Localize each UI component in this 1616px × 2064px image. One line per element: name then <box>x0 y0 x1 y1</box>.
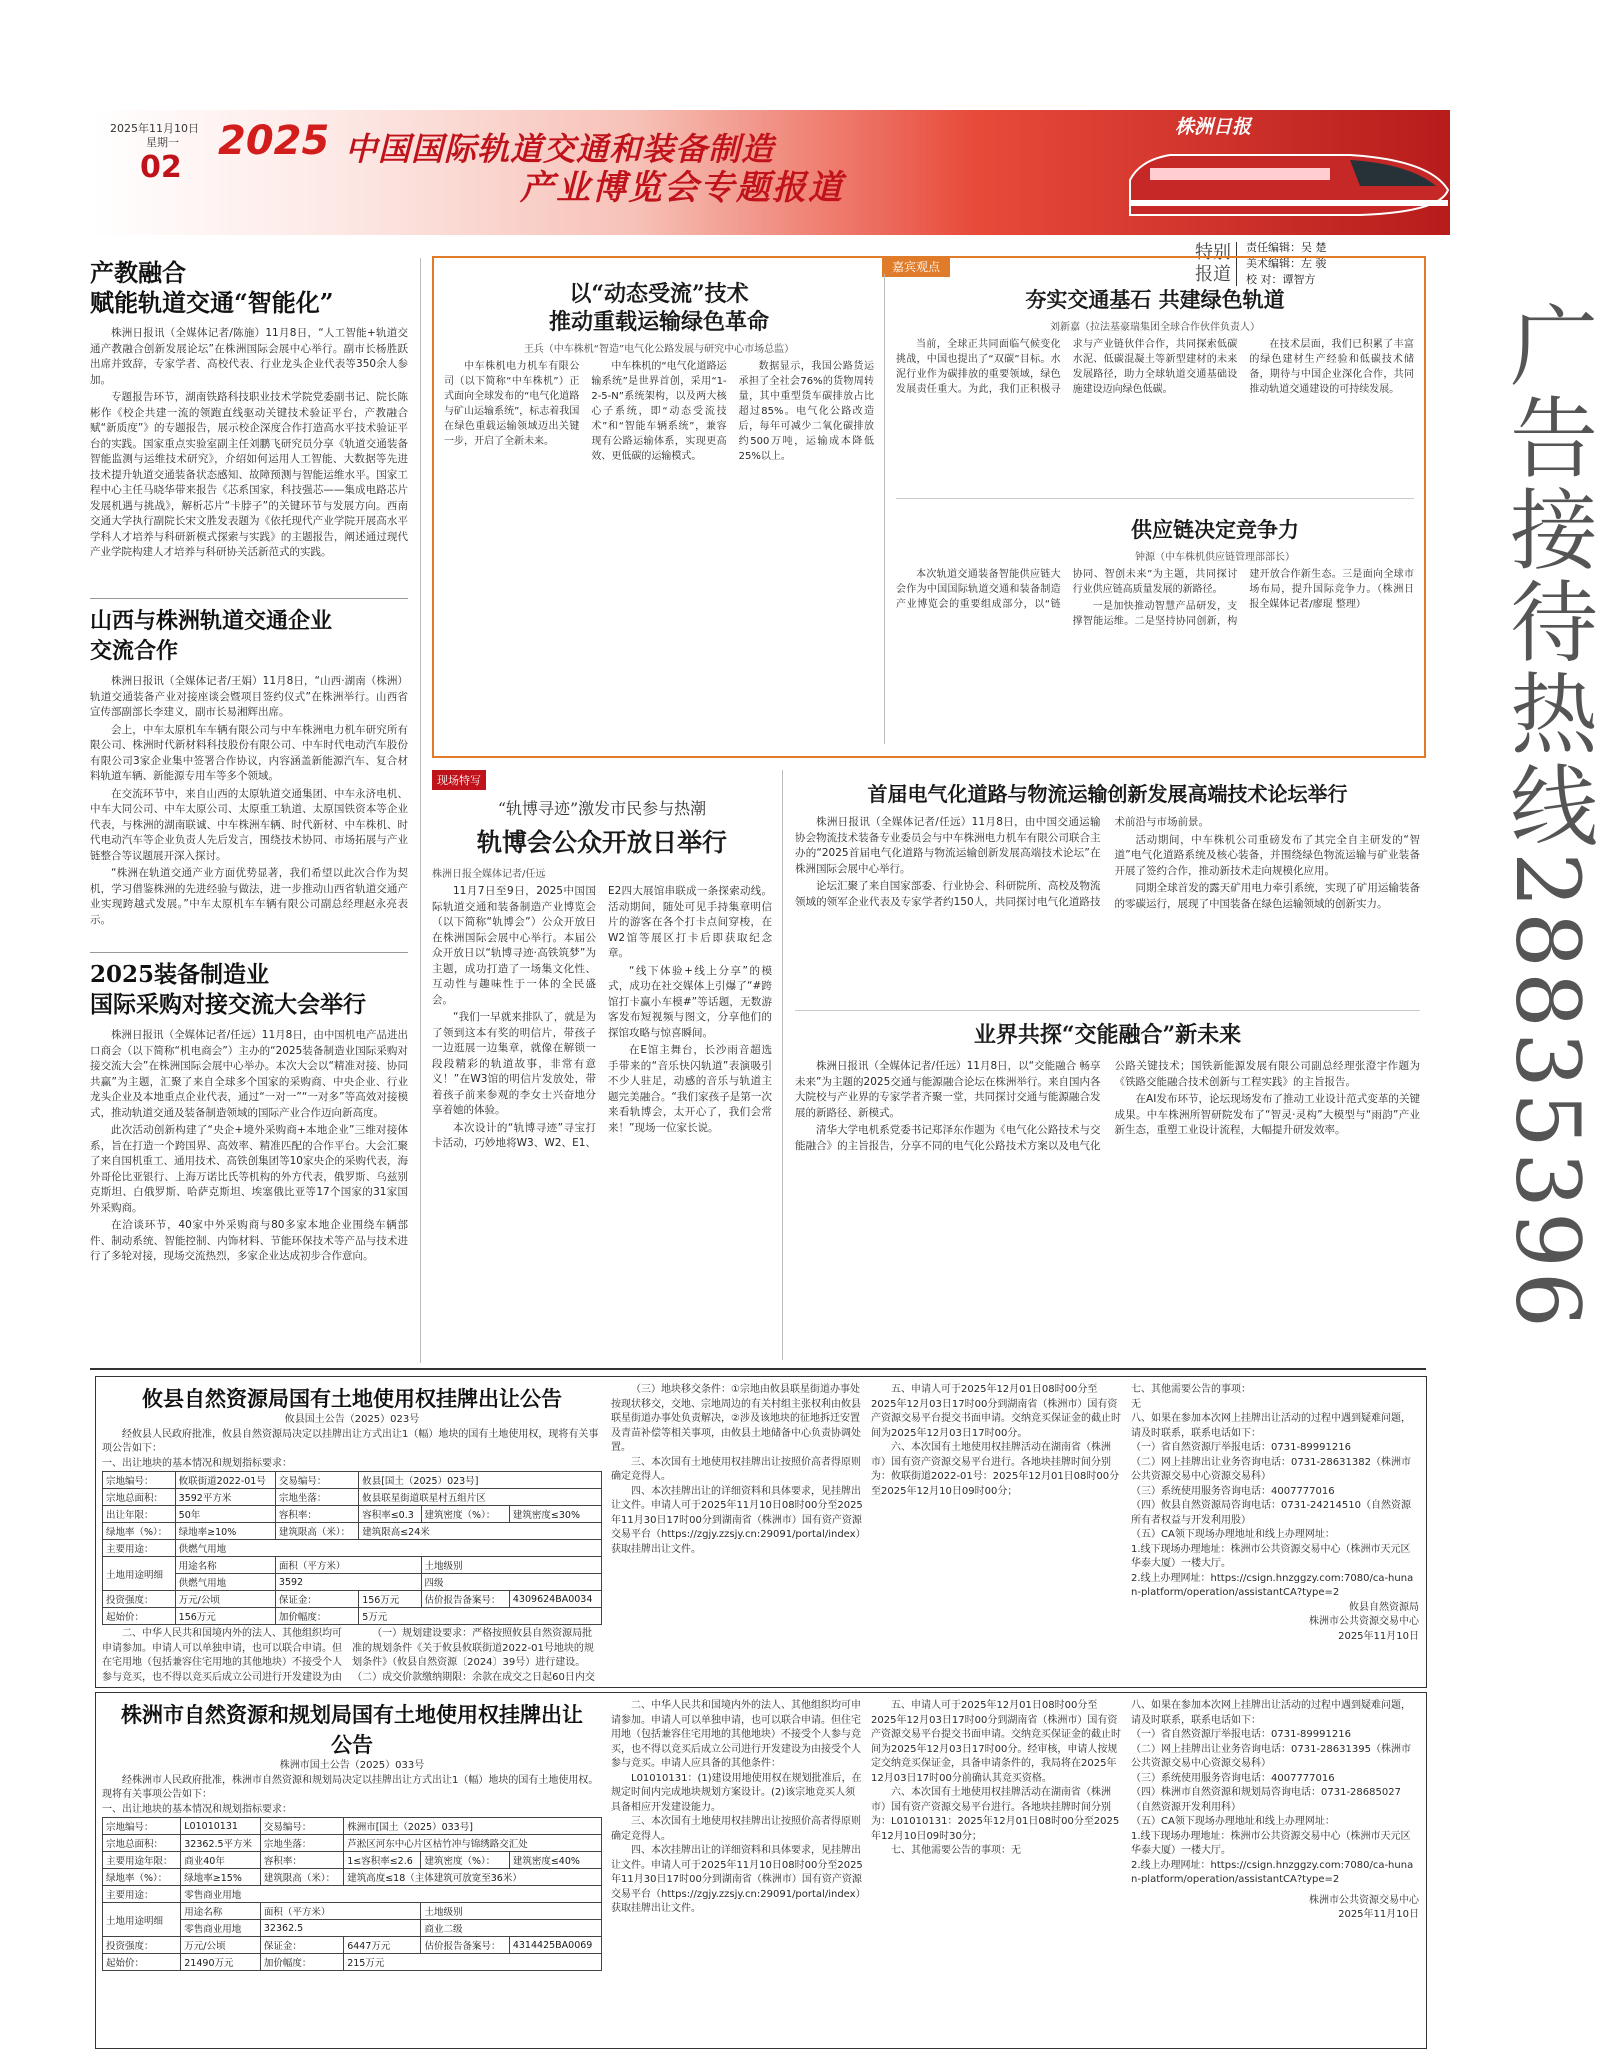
table-cell: 宗地总面积： <box>103 1835 181 1852</box>
opinion-title: 供应链决定竞争力 <box>1131 517 1299 542</box>
table-cell: 建筑密度≤40% <box>509 1852 601 1869</box>
table-cell: 万元/公顷 <box>181 1937 261 1954</box>
table-cell: 起始价： <box>103 1954 181 1971</box>
date-block <box>110 122 199 150</box>
guest-opinions-box <box>432 256 1426 758</box>
table-cell: 万元/公顷 <box>175 1591 275 1608</box>
notice-doc-number: 攸县国土公告（2025）023号 <box>284 1414 420 1425</box>
table-cell: 4314425BA0069 <box>509 1937 601 1954</box>
paragraph: 株洲日报讯（全媒体记者/陈施）11月8日，“人工智能+轨道交通产教融合创新发展论坛”在株洲国际会展中心举行。副市长杨胜跃出席并致辞，专家学者、高校代表、行业龙头企业代表等350余人参加。 <box>90 327 408 386</box>
table-cell: 容积率： <box>275 1506 358 1523</box>
paragraph: 清华大学电机系党委书记郑泽东作题为《电气化公路技术与交能融合》的主旨报告，分享不同的电气化公路技术方案以及电气化公路关键技术；国铁新能源发展有限公司副总经理张澄宇作题为《铁路交能融合技术创新与工程实践》的主旨报告。 <box>795 1060 1420 1152</box>
contact-line: 八、如果在参加本次网上挂牌出让活动的过程中遇到疑难问题，请及时联系，联系电话如下： <box>1131 1700 1411 1726</box>
notice-para: 二、中华人民共和国境内外的法人、其他组织均可申请参加。申请人可以单独申请，也可以联合申请。但在宅用地（包括兼容住宅用地的其他地块）不接受个人参与竞买，也不得以竞买后成立公司进行开发建设为由 <box>102 1628 342 1683</box>
paragraph: 中车株机电力机车有限公司（以下简称“中车株机”）正式面向全球发布的“电气化道路与矿山运输系统”，标志着我国在绿色重载运输领域迈出关键一步，开启了全新未来。 <box>444 361 580 447</box>
contact-line: （五）CA领下现场办理地址和线上办理网址： <box>1131 1816 1335 1827</box>
notice-para: L01010131：(1)建设用地使用权在规划批准后，在规定时间内完成地块规划方案设计。(2)该宗地竞买人须具备相应开发建设能力。 <box>611 1772 862 1813</box>
article-electrified-road-forum <box>795 778 1420 1011</box>
notice-zhuzhou <box>95 1692 1427 2049</box>
notice-signature: 攸县自然资源局 <box>1349 1601 1419 1613</box>
table-cell: 4309624BA0034 <box>509 1591 601 1608</box>
table-cell: 用途名称 <box>175 1557 275 1574</box>
table-cell: 起始价： <box>103 1608 176 1625</box>
table-cell: 商业二级 <box>421 1920 602 1937</box>
table-cell: 零售商业用地 <box>181 1886 602 1903</box>
table-cell: 面积（平方米） <box>275 1557 421 1574</box>
article-procurement-conference <box>90 960 408 1267</box>
table-cell: 供燃气用地 <box>175 1540 601 1557</box>
paragraph: 在技术层面，我们已积累了丰富的绿色建材生产经验和低碳技术储备，期待与中国企业深化合作，共同推动轨道交通建设的可持续发展。 <box>1249 339 1414 395</box>
notice-section-heading: 一、出让地块的基本情况和规划指标要求： <box>102 1803 292 1815</box>
divider <box>896 498 1414 499</box>
notice-middle-col <box>611 1383 863 1679</box>
table-cell: 四级 <box>421 1574 601 1591</box>
notice-para: 六、本次国有土地使用权挂牌活动在湖南省（株洲市）国有资产资源交易平台进行。各地块挂牌时间分别为：攸联街道2022-01号：2025年12月01日08时00分至2025年12月10日09时00分； <box>871 1442 1120 1497</box>
contact-line: 1.线下现场办理地址：株洲市公共资源交易中心（株洲市天元区华泰大厦）一楼大厅。 <box>1131 1830 1411 1856</box>
banner-subtitle: 产业博览会专题报道 <box>520 168 844 208</box>
opinion-dynamic-current <box>444 280 874 739</box>
opinion-supply-chain <box>896 514 1414 737</box>
opinion-body <box>896 567 1414 737</box>
table-cell: 土地用途明细 <box>103 1903 181 1937</box>
paragraph: 同期全球首发的露天矿用电力牵引系统，实现了矿用运输装备的零碳运行，展现了中国装备在绿色运输领域的创新实力。 <box>1114 882 1420 910</box>
paragraph: 专题报告环节，湖南铁路科技职业技术学院党委副书记、院长陈彬作《校企共建一流的领跑直线驱动关键技术验证平台，产教融合赋“新质度”》的专题报告，展示校企深度合作打造高水平技术验证平台的实践。国家重点实验室副主任刘鹏飞研究员分享《轨道交通装备智能监测与运维技术研究》，介绍如何运用人工智能、大数据等先进技术提升轨道交通装备状态感知、故障预测与智能运维水平。国家工程中心主任马晓华带来报告《芯系国家，科技强芯——集成电路芯片发展机遇与挑战》，解析芯片“卡脖子”的关键环节与发展方向。西南交通大学执行副院长宋文胜发表题为《依托现代产业学院开展高水平学科人才培养与科研新模式探索与实践》的主题报告，阐述通过现代产业学院构建人才培养与科研协关活新范式的实践。 <box>90 391 408 558</box>
paragraph: 株洲日报讯（全媒体记者/任远）11月8日，由中国交通运输协会物流技术装备专业委员会与中车株洲电力机车有限公司联合主办的“2025首届电气化道路与物流运输创新发展高端技术论坛”在株洲国际会展中心举行。 <box>795 816 1101 875</box>
paragraph: “株洲在轨道交通产业方面优势显著，我们希望以此次合作为契机，学习借鉴株洲的先进经验与做法，进一步推动山西省轨道交通产业实现跨越式发展。”中车太原机车车辆有限公司副总经理赵永亮表示。 <box>90 867 408 926</box>
notice-para: （三）地块移交条件：①宗地由攸县联星街道办事处按现状移交，交地、宗地周边的有关村组主张权利由攸县联星街道办事处负责解决，②涉及该地块的征地拆迁安置及青苗补偿等相关事项，由攸县土地储备中心负责协调处置。 <box>611 1384 861 1453</box>
table-cell: 容积率≤0.3 <box>359 1506 421 1523</box>
column-rule <box>884 274 885 744</box>
paragraph: 此次活动创新构建了“央企+境外采购商+本地企业”三维对接体系，旨在打造一个跨国界、高效率、精准匹配的合作平台。大会汇聚了来自国机重工、通用技术、高铁创集团等10家央企的采购代表，海外哥伦比亚银行、上海万诺比氏等机构的外方代表，俄罗斯、乌兹别克斯坦、白俄罗斯、哈萨克斯坦、埃塞俄比亚等17个国家的31家国外采购商。 <box>90 1124 408 1214</box>
opinion-title: 夯实交通基石 共建绿色轨道 <box>1025 287 1285 312</box>
table-cell: 容积率： <box>260 1852 343 1869</box>
paragraph: 一是加快推动智慧产品研发，支撑智能运维。二是坚持协同创新，构建开放合作新生态。三是面向全球市场布局，提升国际竞争力。（株洲日报全媒体记者/廖琨 整理） <box>1072 569 1414 627</box>
notice-para: 三、本次国有土地使用权挂牌出让按照价高者得原则确定竞得人。 <box>611 1816 861 1842</box>
feature-label-text: 现场特写 <box>432 770 486 790</box>
contact-line: （一）省自然资源厅举报电话：0731-89991216 <box>1131 1729 1351 1740</box>
table-cell: 土地级别 <box>421 1903 602 1920</box>
opinion-title-line2: 推动重载运输绿色革命 <box>548 309 769 335</box>
table-cell: 宗地总面积： <box>103 1489 176 1506</box>
table-row <box>103 1937 602 1954</box>
paragraph: 株洲日报讯（全媒体记者/任远）11月8日，以“交能融合 畅享未来”为主题的2025交通与能源融合论坛在株洲举行。来自国内各大院校与产业界的专家学者齐聚一堂，共同探讨交通与能源融合发展的新路径、新模式。 <box>795 1060 1101 1119</box>
notice-doc-number: 株洲市国土公告（2025）033号 <box>279 1760 425 1771</box>
article-title-line1: 产教融合 <box>90 258 186 287</box>
divider <box>90 598 408 599</box>
contact-line: 2.线上办理网址：https://csign.hnzggzy.com:7080/ca-hunan-platform/operation/assistantCA?type=2 <box>1131 1859 1414 1885</box>
table-cell: 建筑密度≤30% <box>509 1506 601 1523</box>
table-cell: 面积（平方米） <box>260 1903 421 1920</box>
opinion-byline: 钟源（中车株机供应链管理部部长） <box>1135 552 1295 563</box>
feature-title: 轨博会公众开放日举行 <box>476 828 727 857</box>
table-cell: 宗地编号： <box>103 1472 176 1489</box>
table-row <box>103 1472 602 1489</box>
notice-para: 五、申请人可于2025年12月01日08时00分至2025年12月03日17时00分到湖南省（株洲市）国有资产资源交易平台提交书面申请。交纳竞买保证金的截止时间为2025年12月03日17时00分。 <box>871 1384 1121 1439</box>
table-cell: 土地用途明细 <box>103 1557 176 1591</box>
banner-title: 中国国际轨道交通和装备制造 <box>345 130 775 168</box>
paragraph: 在洽谈环节，40家中外采购商与80多家本地企业围绕车辆部件、制动系统、智能控制、内饰材料、节能环保技术等产品与技术进行了多轮对接，现场交流热烈，多家企业达成初步合作意向。 <box>90 1219 408 1262</box>
table-row <box>103 1903 602 1920</box>
table-cell: 5万元 <box>359 1608 602 1625</box>
notice-para: （一）规划建设要求：严格按照攸县自然资源局批准的规划条件《关于攸县攸联街道2022-01号地块的规划条件》（攸县自然资源〔2024〕39号）进行建设。（二）成交价款缴纳期限：余款在成交之日起60日内交 <box>352 1628 595 1683</box>
contact-line: 八、如果在参加本次网上挂牌出让活动的过程中遇到疑难问题，请及时联系，联系电话如下： <box>1131 1413 1411 1439</box>
article-title: 首届电气化道路与物流运输创新发展高端技术论坛举行 <box>867 782 1348 806</box>
table-cell: 攸联街道2022-01号 <box>175 1472 275 1489</box>
contact-line: （五）CA领下现场办理地址和线上办理网址： <box>1131 1529 1335 1540</box>
column-rule <box>420 258 421 1363</box>
table-cell: 加价幅度： <box>260 1954 343 1971</box>
issue-weekday: 星期一 <box>146 136 179 149</box>
column-label-1: 特别 <box>1195 242 1231 263</box>
column-label-2: 报道 <box>1195 264 1231 285</box>
guest-opinions-label: 嘉宾观点 <box>882 256 950 277</box>
article-body <box>90 326 408 561</box>
table-cell: 宗地编号： <box>103 1818 181 1835</box>
notice-right-col <box>871 1699 1121 2039</box>
feature-byline: 株洲日报全媒体记者/任远 <box>432 869 546 880</box>
editor-line: 校 对：谭智方 <box>1246 273 1316 286</box>
table-cell: 绿地率（%）： <box>103 1869 181 1886</box>
paragraph: 本次设计的“轨博寻迹”寻宝打卡活动，巧妙地将W3、W2、E1、E2四大展馆串联成一条探索动线。活动期间，随处可见手持集章明信片的游客在各个打卡点间穿梭，在W2馆等展区打卡后即获取纪念章。 <box>432 885 772 1149</box>
paragraph: 在AI发布环节，论坛现场发布了推动工业设计范式变革的关键成果。中车株洲所智研院发布了“智灵·灵构”大模型与“雨韵”产业新生态，重塑工业设计流程，大幅提升研发效率。 <box>1114 1093 1420 1136</box>
table-row <box>103 1835 602 1852</box>
paragraph: 会上，中车太原机车车辆有限公司与中车株洲电力机车研究所有限公司、株洲时代新材料科技股份有限公司、中车时代电动汽车股份有限公司3家企业集中签署合作协议，内容涵盖新能源汽车、复合材料轨道车辆、新能源专用车等多个领域。 <box>90 723 408 782</box>
article-title-line1: 山西与株洲轨道交通企业 <box>90 608 333 634</box>
table-row <box>103 1591 602 1608</box>
article-body <box>90 1028 408 1265</box>
contact-line: 七、其他需要公告的事项： <box>1131 1384 1251 1395</box>
article-title: 业界共探“交能融合”新未来 <box>973 1022 1242 1048</box>
notice-left-col <box>102 1383 602 1685</box>
contact-line: 无 <box>1131 1398 1141 1410</box>
feature-subtitle: “轨博寻迹”激发市民参与热潮 <box>497 799 707 818</box>
table-cell: 估价报告备案号： <box>421 1937 509 1954</box>
table-row <box>103 1818 602 1835</box>
notice-para: 七、其他需要公告的事项：无 <box>891 1845 1021 1856</box>
divider <box>795 1010 1420 1011</box>
table-cell: 6447万元 <box>344 1937 421 1954</box>
notice-intro: 经攸县人民政府批准，攸县自然资源局决定以挂牌出让方式出让1（幅）地块的国有土地使用权，现将有关事项公告如下： <box>102 1428 599 1454</box>
article-body <box>795 1059 1420 1359</box>
table-cell: 主要用途： <box>103 1886 181 1903</box>
feature-open-day <box>432 770 772 1359</box>
table-cell: 32362.5 <box>260 1920 421 1937</box>
opinion-byline: 王兵（中车株机“智造”电气化公路发展与研究中心市场总监） <box>523 344 795 355</box>
opinion-byline: 刘新嘉（拉法基豪瑞集团全球合作伙伴负责人） <box>1050 322 1260 333</box>
table-row <box>103 1523 602 1540</box>
table-cell: 土地级别 <box>421 1557 601 1574</box>
article-shanxi-zhuzhou <box>90 606 408 930</box>
table-cell: 商业40年 <box>181 1852 261 1869</box>
table-cell: 交易编号： <box>275 1472 358 1489</box>
paragraph: 中车株机的“电气化道路运输系统”是世界首创，采用“1-2-5-N”系统架构，以及两大核心子系统，即“动态受流技术”和“智能车辆系统”，兼容现有公路运输体系，实现更高效、更低碳的运输模式。 <box>591 361 727 462</box>
notice-left-col <box>102 1699 602 1971</box>
notice-middle-col <box>611 1699 863 2039</box>
contact-line: （二）网上挂牌出让业务咨询电话：0731-28631395（株洲市公共资源交易中心资源交易科） <box>1131 1743 1411 1769</box>
notice-para: 五、申请人可于2025年12月01日08时00分至2025年12月03日17时00分到湖南省（株洲市）国有资产资源交易平台提交书面申请。交纳竞买保证金的截止时间为2025年12月03日17时00分。经审核，申请人按规定交纳竞买保证金，具备申请条件的，我局将在2025年12月03日17时00分前确认其竞买资格。 <box>871 1700 1121 1784</box>
notice-youxian <box>95 1376 1427 1688</box>
contact-line: （四）攸县自然资源局咨询电话：0731-24214510（自然资源所有者权益与开发利用股） <box>1131 1500 1411 1526</box>
contact-line: 2.线上办理网址：https://csign.hnzggzy.com:7080/ca-hunan-platform/operation/assistantCA?type=2 <box>1131 1572 1414 1598</box>
article-title-line1: 2025装备制造业 <box>90 961 270 988</box>
bullet-train-illustration <box>1110 120 1450 230</box>
table-cell: 芦淞区河东中心片区枯竹冲与锦绣路交汇处 <box>344 1835 602 1852</box>
paragraph: 当前，全球正共同面临气候变化挑战，中国也提出了“双碳”目标。水泥行业作为碳排放的重要领域，绿色发展责任重大。为此，我们正积极寻求与产业链伙伴合作，共同探索低碳水泥、低碳混凝土等新型建材的未来发展路径，助力全球轨道交通基础设施建设迈向绿色低碳。 <box>896 339 1238 395</box>
notice-title-line1: 株洲市自然资源和规划局国有土地使用权挂牌出让 <box>121 1702 583 1727</box>
notice-para: 四、本次挂牌出让的详细资料和具体要求，见挂牌出让文件。申请人可于2025年11月10日08时00分至2025年11月30日17时00分到湖南省（株洲市）国有资产资源交易平台（https://zgjy.zzsjy.cn:29091/portal/index）获取挂牌出让文件。 <box>611 1485 863 1555</box>
paper-logo: 株洲日报 <box>1175 116 1252 138</box>
notice-para: 四、本次挂牌出让的详细资料和具体要求，见挂牌出让文件。申请人可于2025年11月10日08时00分至2025年11月30日17时00分到湖南省（株洲市）国有资产资源交易平台（https://zgjy.zzsjy.cn:29091/portal/index）获取挂牌出让文件。 <box>611 1845 863 1914</box>
article-body <box>90 674 408 928</box>
table-cell: 供燃气用地 <box>175 1574 275 1591</box>
table-cell: 建筑限高（米）： <box>275 1523 358 1540</box>
notice-contact-col <box>1131 1383 1419 1644</box>
notice-section-heading: 一、出让地块的基本情况和规划指标要求： <box>102 1457 292 1469</box>
notice-date: 2025年11月10日 <box>1338 1630 1419 1642</box>
table-cell: L01010131 <box>181 1818 261 1835</box>
table-cell: 加价幅度： <box>275 1608 358 1625</box>
table-cell: 估价报告备案号： <box>421 1591 509 1608</box>
table-cell: 绿地率≥10% <box>175 1523 275 1540</box>
editor-line: 美术编辑：左 骏 <box>1246 257 1327 270</box>
section-rule <box>90 1368 1426 1370</box>
table-cell: 21490万元 <box>181 1954 261 1971</box>
table-cell: 宗地坐落： <box>275 1489 358 1506</box>
table-cell: 零售商业用地 <box>181 1920 261 1937</box>
table-cell: 32362.5平方米 <box>181 1835 261 1852</box>
opinion-title-line1: 以“动态受流”技术 <box>569 281 749 307</box>
notice-title: 攸县自然资源局国有土地使用权挂牌出让公告 <box>142 1386 562 1411</box>
paragraph: 11月7日至9日，2025中国国际轨道交通和装备制造产业博览会（以下简称“轨博会”）公众开放日在株洲国际会展中心举行。本届公众开放日以“轨博寻迹·高铁筑梦”为主题，成功打造了一场集文化性、互动性与趣味性于一体的全民盛会。 <box>432 885 596 1006</box>
table-row <box>103 1886 602 1903</box>
paragraph: 株洲日报讯（全媒体记者/王娟）11月8日，“山西·湖南（株洲）轨道交通装备产业对接座谈会暨项目签约仪式”在株洲举行。山西省宣传部副部长李建义，副市长易湘辉出席。 <box>90 675 408 718</box>
table-cell: 主要用途： <box>103 1540 176 1557</box>
notice-right-col <box>871 1383 1121 1679</box>
feature-label <box>432 770 772 790</box>
notice-signature: 株洲市公共资源交易中心 <box>1309 1616 1419 1627</box>
table-cell: 出让年限： <box>103 1506 176 1523</box>
notice-para: 三、本次国有土地使用权挂牌出让按照价高者得原则确定竞得人。 <box>611 1456 861 1482</box>
column-rule <box>782 770 783 1360</box>
table-row <box>103 1574 602 1591</box>
table-row <box>103 1869 602 1886</box>
table-cell: 绿地率（%）： <box>103 1523 176 1540</box>
table-cell: 建筑限高≤24米 <box>359 1523 602 1540</box>
contact-line: （一）省自然资源厅举报电话：0731-89991216 <box>1131 1442 1351 1453</box>
editor-line: 责任编辑：吴 楚 <box>1246 241 1327 254</box>
table-cell: 建筑密度（%）： <box>421 1852 509 1869</box>
table-cell: 1≤容积率≤2.6 <box>344 1852 421 1869</box>
paragraph: 本次轨道交通装备智能供应链大会作为中国国际轨道交通和装备制造产业博览会的重要组成部分，以“链协同、智创未来”为主题，共同探讨行业供应链高质量发展的新路径。 <box>896 569 1238 610</box>
table-cell: 156万元 <box>175 1608 275 1625</box>
article-title-line2: 赋能轨道交通“智能化” <box>90 288 334 317</box>
table-row <box>103 1489 602 1506</box>
contact-line: （三）系统使用服务咨询电话：4007777016 <box>1131 1485 1335 1497</box>
article-title-line2: 交流合作 <box>90 638 179 664</box>
notice-para: 六、本次国有土地使用权挂牌活动在湖南省（株洲市）国有资产资源交易平台进行。各地块挂牌时间分别为：L01010131：2025年12月01日08时00分至2025年12月10日09时30分； <box>871 1787 1120 1842</box>
table-cell: 攸县联星街道联星村五组片区 <box>359 1489 602 1506</box>
paragraph: 株洲日报讯（全媒体记者/任远）11月8日，由中国机电产品进出口商会（以下简称“机电商会”）主办的“2025装备制造业国际采购对接交流大会”在株洲国际会展中心举办。本次大会以“精准对接、协同共赢”为主题，汇聚了来自全球多个国家的采购商、中央企业、行业龙头企业及本地重点企业代表，通过“一对一”“一对多”等高效对接模式，推动轨道交通及装备制造领域的国际产业合作迈向新高度。 <box>90 1029 408 1119</box>
notice-date: 2025年11月10日 <box>1338 1909 1419 1920</box>
paragraph: “我们一早就来排队了，就是为了领到这本有奖的明信片，带孩子一边逛展一边集章，就像在解锁一段段精彩的轨道故事，非常有意义！”在W3馆的明信片发放处，带着孩子前来参观的李女士兴奋地分享着她的体验。 <box>432 1011 596 1116</box>
opinion-body <box>444 359 874 739</box>
table-cell: 3592 <box>275 1574 421 1591</box>
table-cell: 交易编号： <box>260 1818 343 1835</box>
contact-line: 1.线下现场办理地址：株洲市公共资源交易中心（株洲市天元区华泰大厦）一楼大厅。 <box>1131 1543 1411 1569</box>
table-row <box>103 1557 602 1574</box>
parcel-table <box>102 1471 602 1625</box>
table-cell: 保证金： <box>260 1937 343 1954</box>
table-cell: 156万元 <box>359 1591 421 1608</box>
article-title-line2: 国际采购对接交流大会举行 <box>90 991 366 1018</box>
article-body <box>795 815 1420 1011</box>
divider <box>90 952 408 953</box>
table-cell: 50年 <box>175 1506 275 1523</box>
paragraph: 活动期间，中车株机公司重磅发布了其完全自主研发的“智道”电气化道路系统及核心装备，并围绕绿色物流运输与矿业装备开展了签约合作，推动新技术走向规模化应用。 <box>1114 833 1420 877</box>
table-row <box>103 1540 602 1557</box>
table-cell: 绿地率≥15% <box>181 1869 261 1886</box>
contact-line: （二）网上挂牌出让业务咨询电话：0731-28631382（株洲市公共资源交易中心资源交易科） <box>1131 1456 1411 1482</box>
feature-body <box>432 884 772 1359</box>
table-cell: 宗地坐落： <box>260 1835 343 1852</box>
paragraph: 在E馆主舞台，长沙雨音超选手带来的“音乐快闪轨道”表演吸引不少人驻足，动感的音乐与轨道主题完美融合。“我们家孩子是第一次来看轨博会，太开心了，我们会常来！”现场一位家长说。 <box>608 1044 772 1134</box>
table-cell: 投资强度： <box>103 1591 176 1608</box>
table-cell: 建筑密度（%）： <box>421 1506 509 1523</box>
issue-date: 2025年11月10日 <box>110 122 199 135</box>
paragraph: 在交流环节中，来自山西的太原轨道交通集团、中车永济电机、中车大同公司、中车太原公司、太原重工轨道、太原国铁资本等企业代表，与株洲的湖南联诚、中车株洲车辆、时代新材、中车株机、时代电动汽车等企业负责人先后发言，围绕技术协同、市场拓展与产业链整合等议题展开深入探讨。 <box>90 787 408 862</box>
paragraph: 论坛汇聚了来自国家部委、行业协会、科研院所、高校及物流领域的领军企业代表及专家学者约150人，共同探讨电气化道路技术前沿与市场前景。 <box>795 816 1209 908</box>
table-row <box>103 1506 602 1523</box>
table-cell: 3592平方米 <box>175 1489 275 1506</box>
paragraph: 数据显示，我国公路货运承担了全社会76%的货物周转量，其中重型货车碳排放占比超过85%。电气化公路改造后，每年可减少二氧化碳排放约500万吨，运输成本降低25%以上。 <box>738 361 874 462</box>
notice-signature: 株洲市公共资源交易中心 <box>1309 1894 1419 1906</box>
ad-hotline: 广告接待热线28835396 <box>1496 300 1599 1332</box>
contact-line: （四）株洲市自然资源和规划局咨询电话：0731-28685027（自然资源开发利用科） <box>1131 1787 1401 1813</box>
table-cell: 215万元 <box>344 1954 602 1971</box>
table-cell: 主要用途年限： <box>103 1852 181 1869</box>
parcel-table <box>102 1817 602 1971</box>
table-row <box>103 1608 602 1625</box>
table-cell: 投资强度： <box>103 1937 181 1954</box>
table-cell: 攸县[国土（2025）023号] <box>359 1472 602 1489</box>
contact-line: （三）系统使用服务咨询电话：4007777016 <box>1131 1772 1335 1784</box>
table-row <box>103 1954 602 1971</box>
notice-para: 二、中华人民共和国境内外的法人、其他组织均可申请参加。申请人可以单独申请，也可以联合申请。但住宅用地（包括兼容住宅用地的其他地块）不接受个人参与竞买，也不得以竞买后成立公司进行开发建设为由接受个人参与竞买。申请人应具备的其他条件： <box>611 1700 861 1769</box>
table-cell: 株洲市[国土（2025）033号] <box>344 1818 602 1835</box>
opinion-green-rail <box>896 284 1414 487</box>
banner-year: 2025 <box>218 118 330 164</box>
table-row <box>103 1852 602 1869</box>
table-cell: 建筑高度≤18（主体建筑可放宽至36米） <box>344 1869 602 1886</box>
notice-contact-col <box>1131 1699 1419 1923</box>
opinion-body <box>896 337 1414 487</box>
page-number: 02 <box>140 150 182 185</box>
notice-title-line2: 公告 <box>331 1732 373 1757</box>
table-cell: 用途名称 <box>181 1903 261 1920</box>
article-energy-integration <box>795 1018 1420 1359</box>
table-cell: 建筑限高（米）： <box>260 1869 343 1886</box>
table-cell: 保证金： <box>275 1591 358 1608</box>
paragraph: “线下体验+线上分享”的模式，成功在社交媒体上引爆了“#跨馆打卡赢小车模#”等话题，无数游客发布短视频与图文，分享他们的探馆攻略与惊喜瞬间。 <box>608 964 772 1039</box>
notice-intro: 经株洲市人民政府批准，株洲市自然资源和规划局决定以挂牌出让方式出让1（幅）地块的国有土地使用权。现将有关事项公告如下： <box>102 1774 599 1800</box>
article-industry-education <box>90 258 408 563</box>
